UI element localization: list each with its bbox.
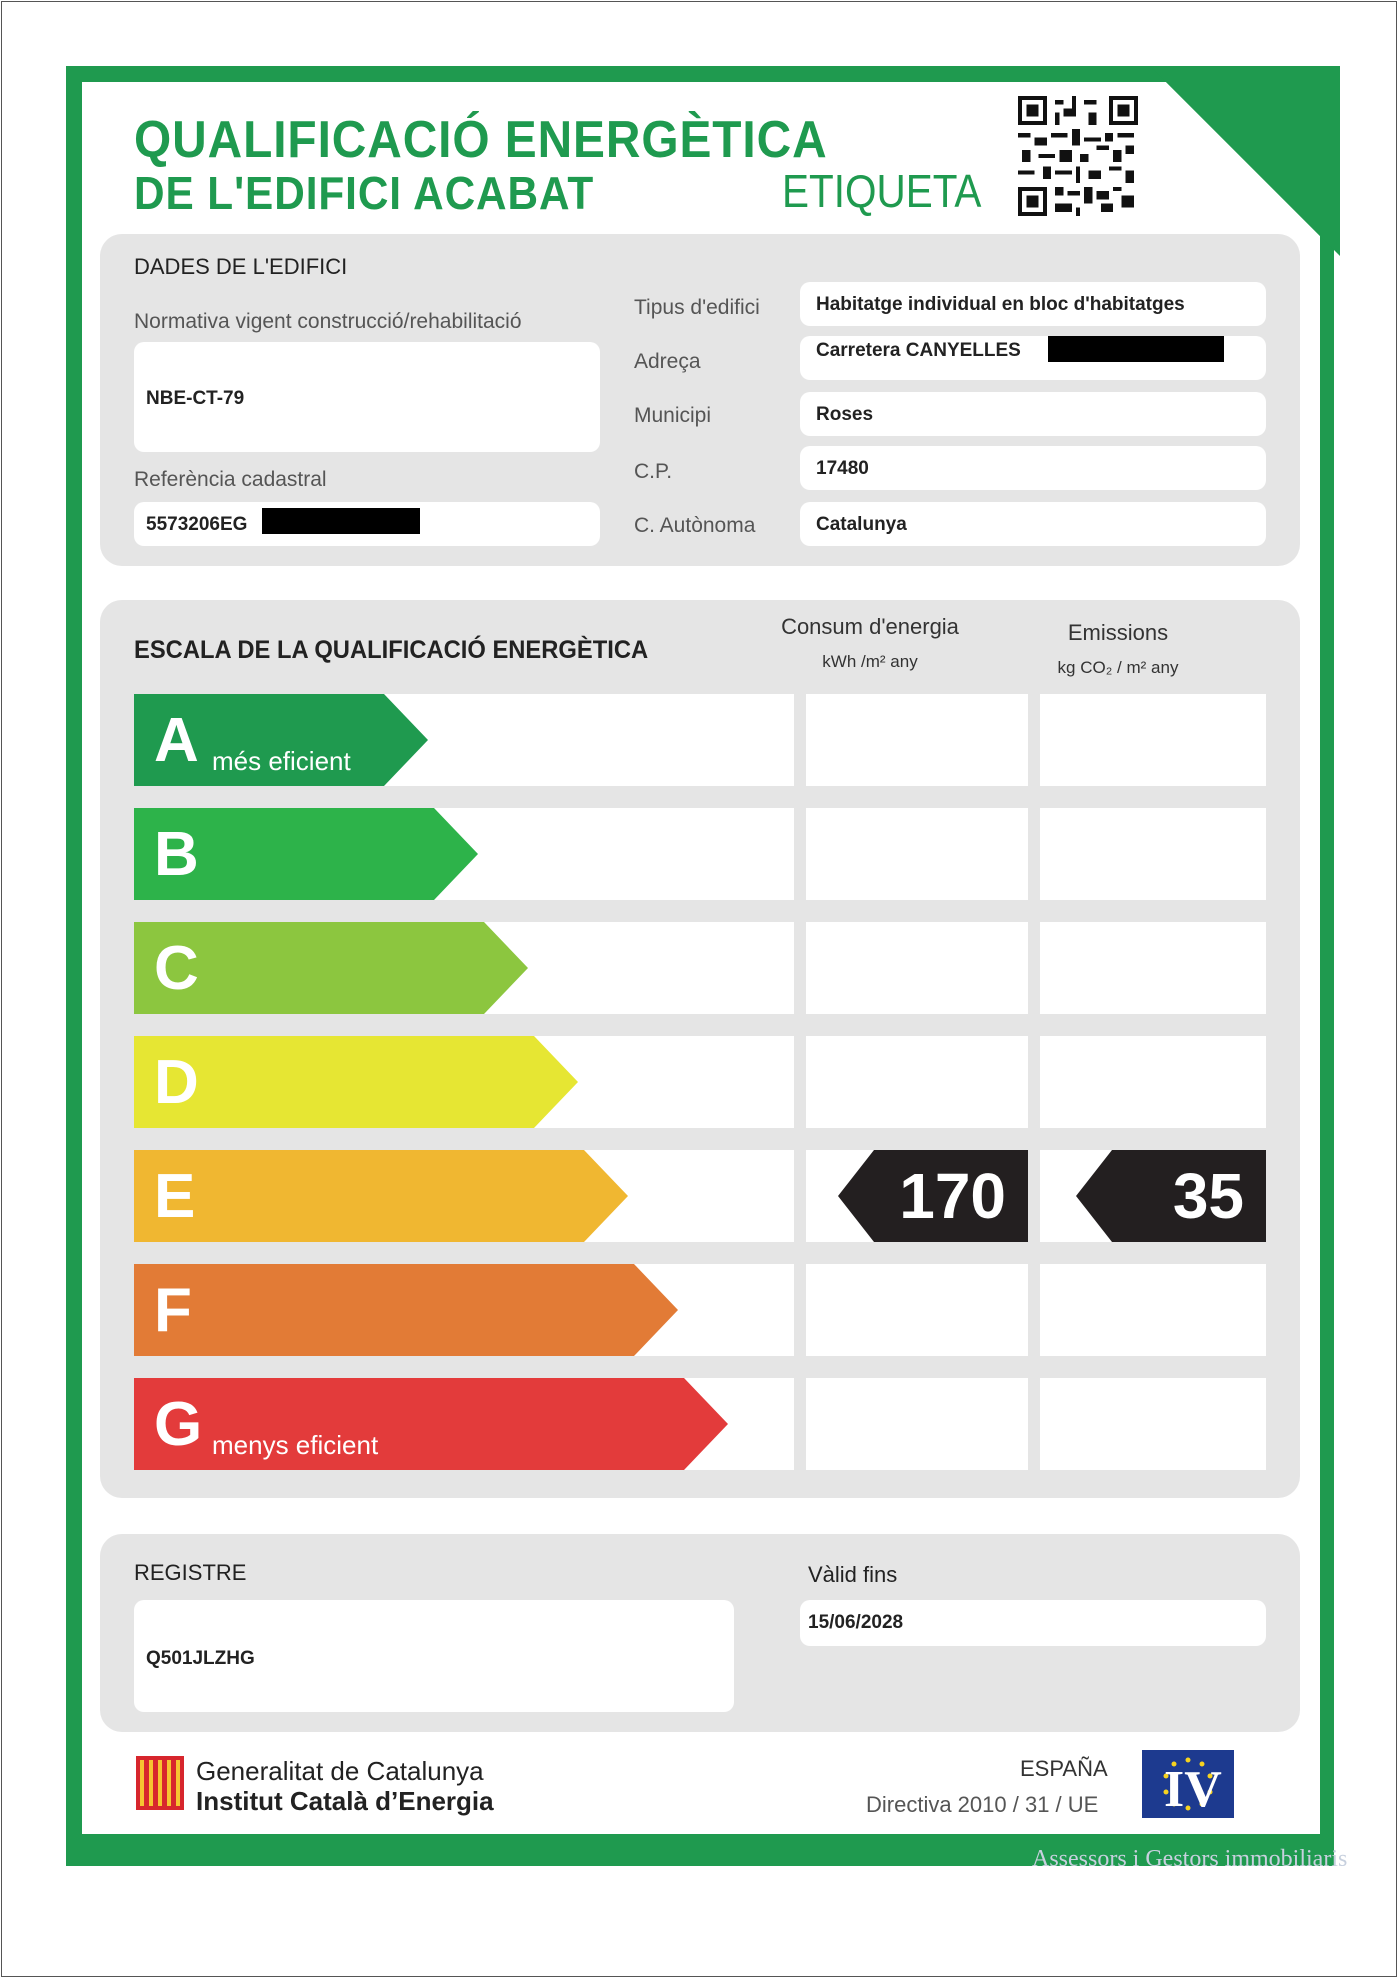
address-label: Adreça <box>634 350 701 373</box>
eu-logo-icon <box>1142 1750 1234 1818</box>
emissions-unit: kg CO₂ / m² any <box>1057 658 1179 677</box>
emissions-cell <box>1040 808 1266 900</box>
emissions-cell <box>1040 1036 1266 1128</box>
class-description-a: més eficient <box>212 746 351 776</box>
emissions-value: 35 <box>1172 1160 1244 1232</box>
label-type: ETIQUETA <box>782 165 982 217</box>
consumption-cell <box>806 808 1028 900</box>
energy-scale-heading: ESCALA DE LA QUALIFICACIÓ ENERGÈTICA <box>134 636 649 664</box>
building-type-label: Tipus d'edifici <box>634 296 760 319</box>
valid-until-label: Vàlid fins <box>808 1562 898 1587</box>
country-label: ESPAÑA <box>1020 1756 1108 1781</box>
registry-label: REGISTRE <box>134 1560 247 1585</box>
qr-code-icon[interactable] <box>1018 96 1138 216</box>
regulation-label: Normativa vigent construcció/rehabilitació <box>134 310 522 333</box>
consumption-value: 170 <box>899 1160 1006 1232</box>
postal-code-label: C.P. <box>634 460 673 483</box>
address-value: Carretera CANYELLES <box>816 340 1021 361</box>
emissions-cell <box>1040 1378 1266 1470</box>
eu-logo-text: IV <box>1164 1761 1222 1818</box>
building-data-heading: DADES DE L'EDIFICI <box>134 254 348 279</box>
consumption-cell <box>806 922 1028 1014</box>
address-redaction <box>1048 336 1224 362</box>
class-description-g: menys eficient <box>212 1430 379 1460</box>
region-value: Catalunya <box>816 514 907 535</box>
valid-until-value: 15/06/2028 <box>808 1612 904 1633</box>
class-letter-f: F <box>154 1276 192 1345</box>
consumption-cell <box>806 1036 1028 1128</box>
class-letter-a: A <box>154 706 199 775</box>
registry-value: Q501JLZHG <box>146 1648 255 1669</box>
class-letter-e: E <box>154 1162 196 1231</box>
region-label: C. Autònoma <box>634 514 756 537</box>
org-name-line1: Generalitat de Catalunya <box>196 1756 484 1786</box>
emissions-cell <box>1040 922 1266 1014</box>
cadastral-redaction <box>262 508 420 534</box>
building-type-value: Habitatge individual en bloc d'habitatges <box>816 294 1185 315</box>
page-title-line1: QUALIFICACIÓ ENERGÈTICA <box>134 111 828 169</box>
page-title-line2: DE L'EDIFICI ACABAT <box>134 167 595 219</box>
class-letter-d: D <box>154 1048 199 1117</box>
emissions-cell <box>1040 1264 1266 1356</box>
class-arrow-f <box>134 1264 678 1356</box>
consumption-cell <box>806 1264 1028 1356</box>
consumption-header: Consum d'energia <box>781 614 959 639</box>
generalitat-logo-icon <box>136 1756 184 1810</box>
org-name-line2: Institut Català d’Energia <box>196 1786 494 1816</box>
class-letter-b: B <box>154 820 199 889</box>
emissions-header: Emissions <box>1067 620 1169 645</box>
class-letter-g: G <box>154 1390 203 1459</box>
cadastral-value: 5573206EG <box>146 514 248 535</box>
directive-label: Directiva 2010 / 31 / UE <box>866 1792 1099 1817</box>
municipality-label: Municipi <box>634 404 712 427</box>
emissions-cell <box>1040 694 1266 786</box>
postal-code-field <box>800 446 1266 490</box>
watermark-text: Assessors i Gestors immobiliaris <box>1032 1846 1348 1872</box>
corner-triangle <box>1150 66 1340 256</box>
class-arrow-e <box>134 1150 628 1242</box>
consumption-cell <box>806 694 1028 786</box>
postal-code-value: 17480 <box>816 458 869 479</box>
class-arrow-d <box>134 1036 578 1128</box>
consumption-cell <box>806 1378 1028 1470</box>
cadastral-label: Referència cadastral <box>134 468 327 491</box>
municipality-value: Roses <box>816 404 874 425</box>
class-letter-c: C <box>154 934 199 1003</box>
consumption-unit: kWh /m² any <box>822 652 918 671</box>
regulation-value: NBE-CT-79 <box>146 388 245 409</box>
